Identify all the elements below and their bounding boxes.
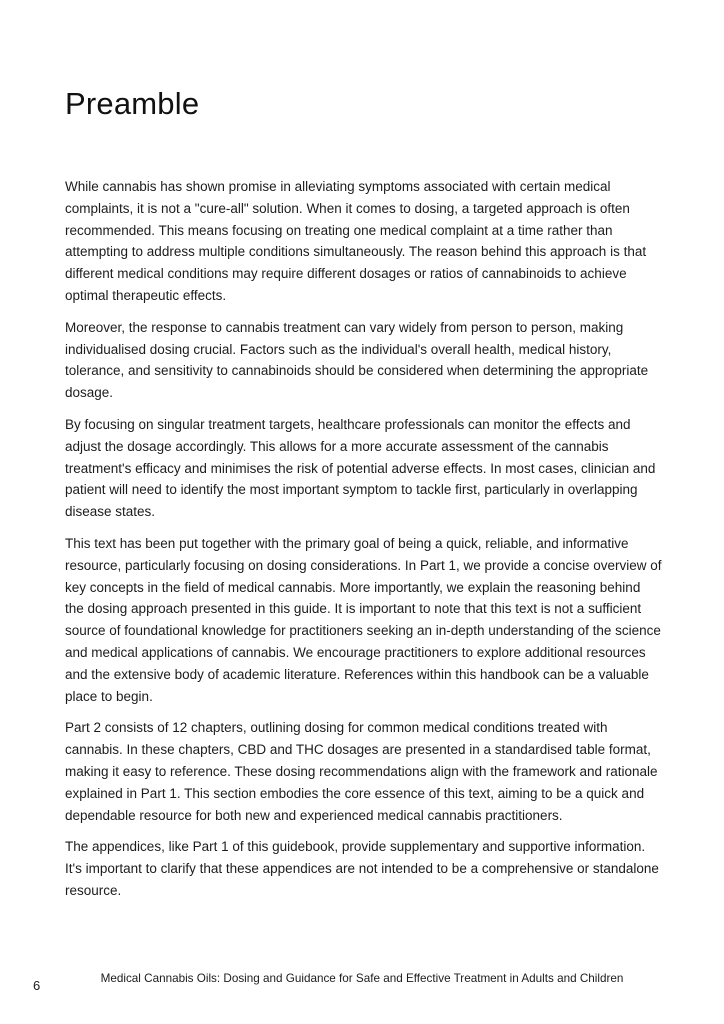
- footer-running-title: Medical Cannabis Oils: Dosing and Guidance for Safe and Effective Treatment in Adults and Children: [100, 972, 624, 985]
- page-title: Preamble: [65, 86, 200, 121]
- paragraph: This text has been put together with the primary goal of being a quick, reliable, and informative resource, particularly focusing on dosing considerations. In Part 1, we provide a concise overview of key concepts in the field of medical cannabis. More importantly, we explain the reasoning behind the dosing approach presented in this guide. It is important to note that this text is not a sufficient source of foundational knowledge for practitioners seeking an in-depth understanding of the science and medical applications of cannabis. We encourage practitioners to explore additional resources and the extensive body of academic literature. References within this handbook can be a valuable place to begin.: [65, 535, 662, 704]
- paragraph: The appendices, like Part 1 of this guidebook, provide supplementary and supportive information. It's important to clarify that these appendices are not intended to be a comprehensive or standalone resource.: [65, 839, 659, 898]
- paragraph: Moreover, the response to cannabis treatment can vary widely from person to person, making individualised dosing crucial. Factors such as the individual's overall health, medical history, tolerance, and sensitivity to cannabinoids should be considered when determining the appropriate dosage.: [65, 319, 649, 401]
- page-footer: [0, 972, 724, 993]
- paragraph: While cannabis has shown promise in alleviating symptoms associated with certain medical complaints, it is not a "cure-all" solution. When it comes to dosing, a targeted approach is often recommended. This means focusing on treating one medical complaint at a time rather than attempting to address multiple conditions simultaneously. The reason behind this approach is that different medical conditions may require different dosages or ratios of cannabinoids to achieve optimal therapeutic effects.: [65, 179, 647, 303]
- page-body: [65, 176, 662, 902]
- page-number: 6: [33, 978, 41, 993]
- paragraph: Part 2 consists of 12 chapters, outlining dosing for common medical conditions treated with cannabis. In these chapters, CBD and THC dosages are presented in a standardised table format, making it easy to reference. These dosing recommendations align with the framework and rationale explained in Part 1. This section embodies the core essence of this text, aiming to be a quick and dependable resource for both new and experienced medical cannabis practitioners.: [65, 720, 658, 823]
- paragraph: By focusing on singular treatment targets, healthcare professionals can monitor the effects and adjust the dosage accordingly. This allows for a more accurate assessment of the cannabis treatment's efficacy and minimises the risk of potential adverse effects. In most cases, clinician and patient will need to identify the most important symptom to tackle first, particularly in overlapping disease states.: [65, 416, 656, 520]
